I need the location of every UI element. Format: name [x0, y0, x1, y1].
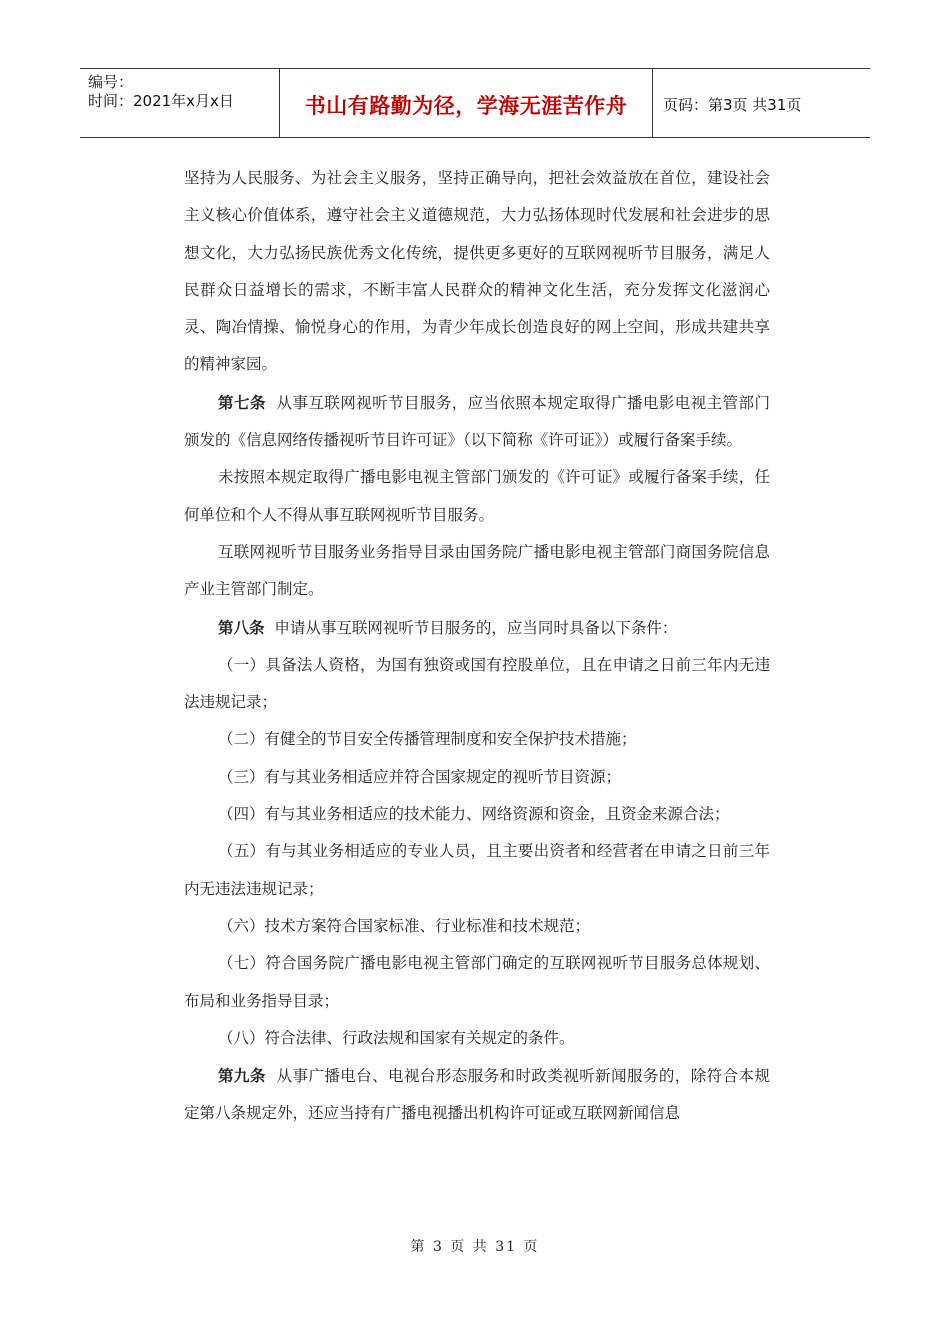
article-9: [184, 1057, 770, 1133]
list-item: （七）符合国务院广播电影电视主管部门确定的互联网视听节目服务总体规划、布局和业务指导目录；: [184, 954, 770, 1010]
page-header: [80, 68, 870, 138]
page-footer: 第 3 页 共 31 页: [410, 1239, 540, 1255]
list-item: （六）技术方案符合国家标准、行业标准和技术规范；: [218, 916, 591, 935]
article-title: 第八条: [218, 617, 265, 637]
header-motto: 书山有路勤为径，学海无涯苦作舟: [280, 69, 653, 137]
article-title: 第九条: [218, 1066, 266, 1086]
header-page-info: 页码：第3页 共31页: [663, 95, 802, 114]
article-text: 从事广播电台、电视台形态服务和时政类视听新闻服务的，除符合本规定第八条规定外，还应当持有广播电视播出机构许可证或互联网新闻信息: [184, 1067, 770, 1123]
document-number-label: 编号：: [88, 73, 134, 91]
paragraph: 坚持为人民服务、为社会主义服务，坚持正确导向，把社会效益放在首位，建设社会主义核心价值体系，遵守社会主义道德规范，大力弘扬体现时代发展和社会进步的思想文化，大力弘扬民族优秀文化传统，提供更多更好的互联网视听节目服务，满足人民群众日益增长的需求，不断丰富人民群众的精神文化生活，充分发挥文化滋润心灵、陶冶情操、愉悦身心的作用，为青少年成长创造良好的网上空间，形成共建共享的精神家园。: [184, 169, 770, 374]
header-meta-cell: [80, 69, 280, 137]
document-body: [184, 160, 770, 1133]
list-item: （五）有与其业务相适应的专业人员，且主要出资者和经营者在申请之日前三年内无违法违规记录；: [184, 842, 770, 898]
list-item: （三）有与其业务相适应并符合国家规定的视听节目资源；: [218, 767, 622, 786]
list-item: （一）具备法人资格，为国有独资或国有控股单位，且在申请之日前三年内无违法违规记录；: [184, 655, 770, 712]
article-title: 第七条: [218, 392, 266, 412]
list-item: （八）符合法律、行政法规和国家有关规定的条件。: [218, 1028, 575, 1047]
list-item: （四）有与其业务相适应的技术能力、网络资源和资金，且资金来源合法；: [218, 805, 730, 824]
article-8: [184, 609, 770, 647]
article-text: 申请从事互联网视听节目服务的，应当同时具备以下条件：: [274, 618, 678, 637]
document-time-label: 时间：2021年x月x日: [88, 92, 234, 110]
list-item: （二）有健全的节目安全传播管理制度和安全保护技术措施；: [218, 730, 637, 749]
paragraph: 互联网视听节目服务业务指导目录由国务院广播电影电视主管部门商国务院信息产业主管部门制定。: [184, 542, 770, 599]
article-text: 从事互联网视听节目服务，应当依照本规定取得广播电影电视主管部门颁发的《信息网络传播视听节目许可证》（以下简称《许可证》）或履行备案手续。: [184, 393, 770, 450]
article-7: [184, 384, 770, 460]
paragraph: 未按照本规定取得广播电影电视主管部门颁发的《许可证》或履行备案手续，任何单位和个人不得从事互联网视听节目服务。: [184, 468, 770, 524]
